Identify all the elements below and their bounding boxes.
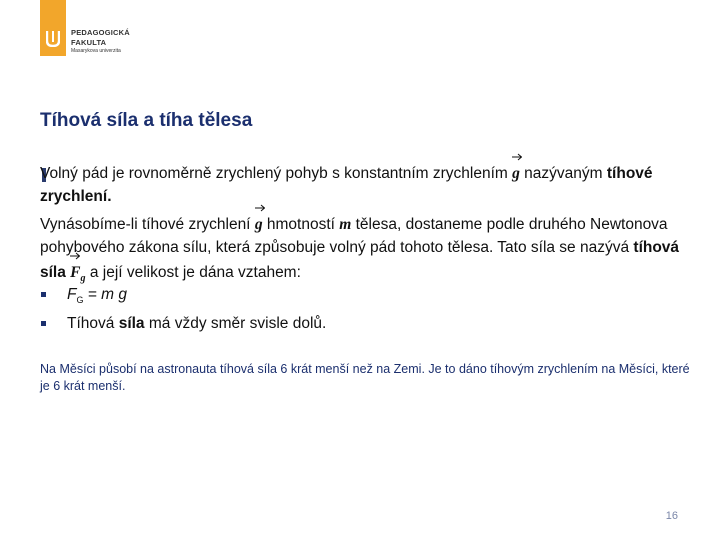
logo-line-2: FAKULTA (71, 37, 107, 47)
bullet2-text-2: má vždy směr svisle dolů. (144, 315, 327, 333)
mu-letter-icon (46, 31, 60, 47)
paragraph2-text-3: tělesa, dostaneme podle druhého Newtonova pohybového zákona sílu, která způsobuje volný pád tohoto tělesa. Tato síla se nazývá (40, 216, 668, 256)
bullet2-bold: síla (118, 315, 145, 333)
vector-arrow-icon (70, 252, 80, 260)
paragraph2-text-2: hmotností (262, 216, 340, 233)
paragraph1-bold-term: tíhové zrychlení. (40, 165, 653, 205)
paragraph-gravity-force (40, 211, 690, 290)
vector-g-letter: g (254, 216, 263, 233)
formula-subscript: G (76, 295, 84, 306)
vector-arrow-icon (512, 153, 522, 161)
paragraph1-text-2: nazývaným (519, 165, 607, 182)
logo-text (71, 29, 130, 54)
vector-arrow-icon (255, 204, 265, 212)
bullet2-text-1: Tíhová (67, 315, 119, 333)
bullet-list (40, 283, 326, 336)
slide-title: Tíhová síla a tíha tělesa (40, 110, 253, 131)
faculty-logo (40, 0, 240, 60)
mass-symbol: m (339, 216, 352, 233)
university-emblem-icon (40, 0, 66, 56)
logo-line-3: Masarykova univerzita (71, 48, 121, 54)
bullet-square-icon (41, 321, 46, 326)
vector-F-letter: F (70, 264, 81, 281)
formula-F: F (67, 286, 77, 303)
vector-g (512, 160, 520, 185)
paragraph2-text-1: Vynásobíme-li tíhové zrychlení (40, 216, 255, 233)
paragraph2-text-4: a její velikost je dána vztahem: (85, 264, 301, 281)
logo-line-1: PEDAGOGICKÁ (71, 28, 130, 37)
paragraph2-bold-term: tíhová síla (40, 239, 680, 281)
formula-rest: = m g (83, 286, 127, 303)
paragraph-free-fall (40, 160, 690, 208)
vector-g (255, 211, 263, 236)
moon-note: Na Měsíci působí na astronauta tíhová síla 6 krát menší než na Zemi. Je to dáno tíhovým zrychlením na Měsíci, které je 6 krát menší. (40, 362, 690, 393)
page-number: 16 (665, 510, 678, 522)
formula (67, 286, 127, 306)
vector-F-subscript: g (80, 273, 86, 285)
bullet-direction (40, 312, 326, 336)
bullet-formula (40, 283, 326, 312)
bullet-square-icon (41, 292, 46, 297)
vector-g-letter: g (512, 165, 520, 182)
paragraph1-text-1: Volný pád je rovnoměrně zrychlený pohyb s konstantním zrychlením (40, 165, 513, 182)
